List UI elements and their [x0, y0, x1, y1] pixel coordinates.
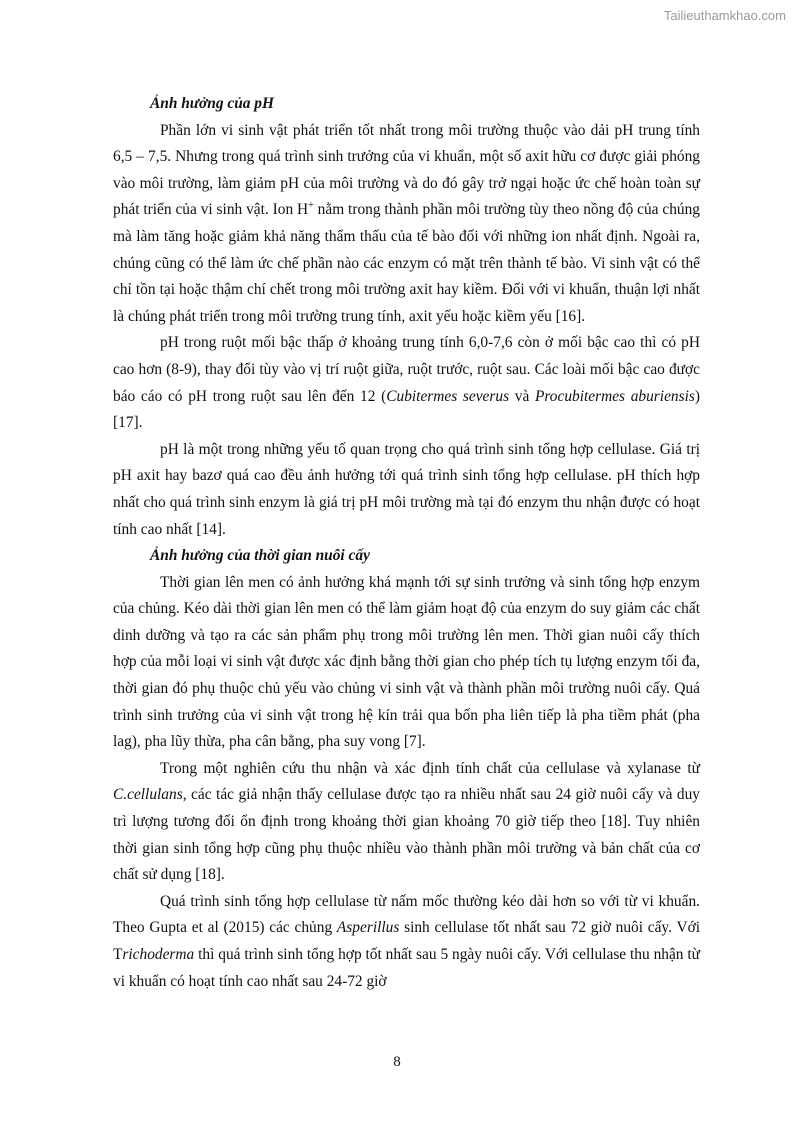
text-run: pH trong ruột mối bậc thấp ở khoảng trung tính 6,0-7,6 còn ở mối bậc cao thì có pH cao hơn (8-9), thay đổi tùy vào vị trí ruột giữa, ruột trước, ruột sau. Các loài mối bậc cao được báo cáo có pH trong ruột sau lên đến 12 ( — [113, 334, 700, 405]
italic-run: richoderma — [122, 946, 195, 963]
paragraph — [113, 889, 700, 995]
page-number: 8 — [393, 1054, 401, 1070]
section-heading: Ảnh hưởng của thời gian nuôi cấy — [150, 547, 370, 565]
paragraph — [113, 118, 700, 331]
paragraph — [113, 756, 700, 889]
text-run: ) [17]. — [113, 387, 700, 432]
watermark: Tailieuthamkhao.com — [663, 8, 786, 23]
text-run: thì quá trình sinh tổng hợp tốt nhất sau 5 ngày nuôi cấy. Với cellulase thu nhận từ vi khuẩn có hoạt tính cao nhất sau 24-72 giờ — [113, 946, 700, 990]
italic-run: Asperillus — [336, 919, 400, 937]
paragraph — [113, 437, 700, 543]
text-run: pH là một trong những yếu tố quan trọng cho quá trình sinh tổng hợp cellulase. Giá trị pH axit hay bazơ quá cao đều ảnh hưởng tới quá trình sinh tổng hợp cellulase. pH thích hợp nhất cho quá trình sinh enzym là giá trị pH môi trường mà tại đó enzym thu nhận được có hoạt tính cao nhất [14]. — [113, 440, 700, 538]
italic-run: Cubitermes severus — [386, 387, 510, 405]
text-run: Phần lớn vi sinh vật phát triển tốt nhất trong môi trường thuộc vào dải pH trung tính 6,5 – 7,5. Nhưng trong quá trình sinh trưởng của vi khuẩn, một số axit hữu cơ được giải phóng vào môi trường, làm giảm pH của môi trường và do đó gây trở ngại hoặc ức chế hoàn toàn sự phát triển của vi sinh vật. Ion H — [113, 121, 700, 219]
text-run: Quá trình sinh tổng hợp cellulase từ nấm mốc thường kéo dài hơn so với từ vi khuẩn. Theo Gupta et al (2015) các chủng — [113, 892, 700, 937]
paragraph — [113, 330, 700, 436]
italic-run: Procubitermes aburiensis — [534, 387, 695, 405]
text-run: Trong một nghiên cứu thu nhận và xác định tính chất của cellulase và xylanase từ — [160, 759, 700, 777]
document-body — [113, 91, 700, 995]
paragraph — [113, 570, 700, 756]
text-run: nằm trong thành phần môi trường tùy theo nồng độ của chúng mà làm tăng hoặc giảm khả năng thẩm thấu của tế bào đối với những ion nhất định. Ngoài ra, chúng cũng có thể làm ức chế phần nào các enzym có mặt trên thành tế bào. Vi sinh vật có thể chỉ tồn tại hoặc thậm chí chết trong môi trường axit hay kiềm. Đối với vi khuẩn, thuận lợi nhất là chúng phát triển trong môi trường trung tính, axit yếu hoặc kiềm yếu [16]. — [113, 201, 700, 325]
superscript-run: + — [308, 200, 314, 212]
text-run: Thời gian lên men có ảnh hưởng khá mạnh tới sự sinh trưởng và sinh tổng hợp enzym của chủng. Kéo dài thời gian lên men có thể làm giảm hoạt độ của enzym do suy giảm các chất dinh dưỡng và tạo ra các sản phẩm phụ trong môi trường lên men. Thời gian nuôi cấy thích hợp của mỗi loại vi sinh vật được xác định bằng thời gian cho phép tích tụ lượng enzym tối đa, thời gian đó phụ thuộc chủ yếu vào chủng vi sinh vật và thành phần môi trường nuôi cấy. Quá trình sinh trưởng của vi sinh vật trong hệ kín trải qua bốn pha liên tiếp là pha tiềm phát (pha lag), pha lũy thừa, pha cân bằng, pha suy vong [7]. — [113, 573, 700, 751]
text-run: , các tác giả nhận thấy cellulase được tạo ra nhiều nhất sau 24 giờ nuôi cấy và duy trì lượng tương đối ổn định trong khoảng thời gian khoảng 70 giờ tiếp theo [18]. Tuy nhiên thời gian sinh tổng hợp cũng phụ thuộc nhiều vào thành phần môi trường và bản chất của cơ chất sử dụng [18]. — [113, 786, 700, 884]
text-run: và — [509, 387, 535, 405]
italic-run: C.cellulans — [113, 786, 183, 804]
section-heading: Ảnh hưởng của pH — [150, 95, 274, 112]
text-run: sinh cellulase tốt nhất sau 72 giờ nuôi cấy. Với T — [113, 919, 700, 963]
